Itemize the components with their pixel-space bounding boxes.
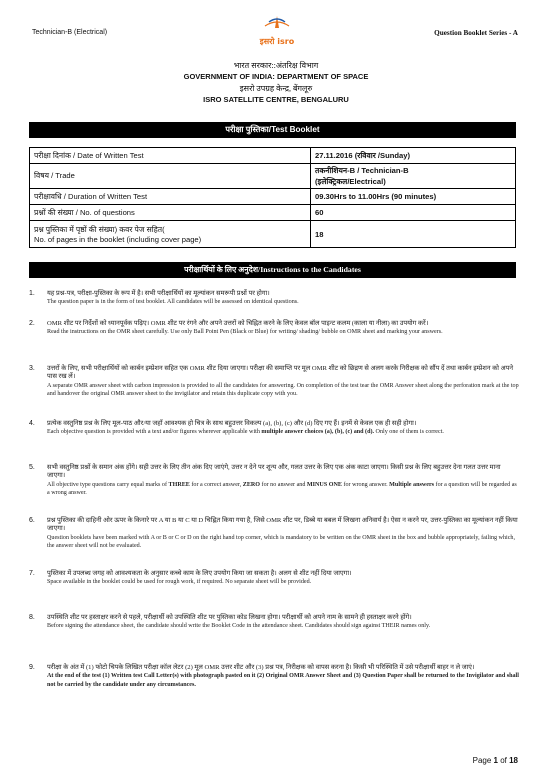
instruction-english <box>47 481 519 498</box>
page-prefix: Page <box>472 756 494 765</box>
instruction-number: 5. <box>29 464 35 471</box>
instruction-item <box>29 664 519 689</box>
instruction-english-text: for a question will be regarded as a wrong answer. <box>47 481 517 496</box>
instruction-english-text: All objective type questions carry equal marks of <box>47 481 169 488</box>
instruction-number: 1. <box>29 290 35 297</box>
instruction-english: Read the instructions on the OMR sheet carefully. Use only Ball Point Pen (Black or Blue) for writing/ shading/ bubble on OMR sheet and marking your answers. <box>47 329 443 336</box>
page-total: 18 <box>509 756 518 765</box>
instruction-number: 3. <box>29 365 35 372</box>
instruction-item <box>29 517 519 550</box>
instruction-item <box>29 420 519 437</box>
table-row <box>30 148 516 164</box>
instruction-english-bold: MINUS ONE <box>306 481 342 488</box>
instruction-english: A separate OMR answer sheet with carbon impression is provided to all the candidates for answering. On completion of the test tear the OMR Answer sheet along the perforation mark at the top and handover the original OMR answer sheet to the invigilator and retain this duplicate copy with you. <box>47 382 519 397</box>
isro-logo <box>255 14 299 50</box>
instruction-number: 8. <box>29 614 35 621</box>
instruction-english-bold: THREE <box>168 481 190 488</box>
duration-label: परीक्षावधि / Duration of Written Test <box>30 189 311 205</box>
instruction-number: 6. <box>29 517 35 524</box>
instruction-item <box>29 614 519 631</box>
hindi-centre-line: इसरो उपग्रह केन्द्र, बेंगलूरु <box>239 84 313 93</box>
questions-label: प्रश्नों की संख्या / No. of questions <box>30 205 311 221</box>
instruction-english-bold: At the end of the test (1) Written test Call Letter(s) with photograph pasted on it (2) Original OMR Answer Sheet and (3) Question Paper shall be returned to the Invigilator and shall not be carried by the candidate under any circumstances. <box>47 673 519 688</box>
date-label: परीक्षा दिनांक / Date of Written Test <box>30 148 311 164</box>
pages-label <box>30 221 311 248</box>
instruction-number: 2. <box>29 320 35 327</box>
instruction-hindi: यह प्रश्न-पत्र, परीक्षा-पुस्तिका के रूप में है। सभी परीक्षार्थियों का मूल्यांकन समरूपी प्रश्नों पर होगा। <box>47 290 270 297</box>
trade-value-line-1: तकनीशियन-B / Technician-B <box>315 166 409 175</box>
instruction-hindi: उत्तरों के लिए, सभी परीक्षार्थियों को कार्बन इम्प्रेशन सहित एक OMR शीट दिया जाएगा। परीक्षा की समाप्ति पर मूल OMR शीट को छिद्रण से अलग करके निरीक्षक को सौंप दें तथा कार्बन इम्प्रेशन को अपने पास रख लें। <box>47 365 514 381</box>
instruction-english: Before signing the attendance sheet, the candidate should write the Booklet Code in the attendance sheet. Candidates should sign against THEIR names only. <box>47 623 431 630</box>
pages-label-english: No. of pages in the booklet (including cover page) <box>34 234 202 244</box>
instruction-english-bold: ZERO <box>242 481 261 488</box>
duration-value: 09.30Hrs to 11.00Hrs (90 minutes) <box>311 189 516 205</box>
exam-info-table <box>29 147 516 248</box>
instruction-item <box>29 320 519 337</box>
centre-line: ISRO SATELLITE CENTRE, BENGALURU <box>203 95 349 104</box>
instruction-english <box>47 428 519 436</box>
instruction-english: The question paper is in the form of test booklet. All candidates will be assessed on identical questions. <box>47 299 299 306</box>
svg-text:इसरो isro: इसरो isro <box>259 37 295 46</box>
instruction-hindi: उपस्थिति शीट पर हस्ताक्षर करने से पहले, परीक्षार्थी को उपस्थिति शीट पर पुस्तिका कोड लिखना होगा। परीक्षार्थी को अपने नाम के सामने ही हस्ताक्षर करने होंगे। <box>47 614 412 621</box>
trade-label: विषय / Trade <box>30 164 311 189</box>
page-number <box>473 756 518 765</box>
instruction-english-bold: multiple answer choices (a), (b), (c) and (d). <box>261 429 375 436</box>
page-of: of <box>497 756 510 765</box>
instruction-hindi: सभी वस्तुनिष्ठ प्रश्नों के समान अंक होंगे। सही उत्तर के लिए तीन अंक दिए जाएंगे, उत्तर न देने पर शून्य और, गलत उत्तर के लिए एक अंक काटा जाएगा। किसी प्रश्न के लिए बहुउत्तर देना गलत उत्तर माना जाएगा। <box>47 464 501 480</box>
trade-value-line-2: (इलेक्ट्रिकल/Electrical) <box>315 177 386 186</box>
instruction-english-text: Only one of them is correct. <box>374 429 444 436</box>
pages-value: 18 <box>311 221 516 248</box>
questions-value: 60 <box>311 205 516 221</box>
instruction-item <box>29 365 519 398</box>
instruction-hindi: OMR शीट पर निर्देशों को ध्यानपूर्वक पढ़िए। OMR शीट पर रंगने और अपने उत्तरों को चिह्नित करने के लिए केवल बॉल पाइन्ट कलम (काला या नीला) का उपयोग करें। <box>47 320 429 327</box>
instructions-title-bar: परीक्षार्थियों के लिए अनुदेश/Instructions to the Candidates <box>29 262 516 278</box>
instruction-english-text: Each objective question is provided with a text and/or figures wherever applicable with <box>47 429 262 436</box>
header-series: Question Booklet Series - A <box>434 29 518 37</box>
instruction-hindi: परीक्षा के अंत में (1) फोटो चिपके लिखित परीक्षा कॉल लेटर (2) मूल OMR उत्तर शीट और (3) प्रश्न पत्र, निरीक्षक को वापस करना है। किसी भी परिस्थिति में उसे परीक्षार्थी बाहर न ले जाएं। <box>47 664 475 671</box>
instruction-item <box>29 290 519 307</box>
pages-label-hindi: प्रश्न पुस्तिका में पृष्ठों की संख्या) कवर पेज सहित( <box>34 224 165 234</box>
instruction-number: 9. <box>29 664 35 671</box>
instruction-number: 7. <box>29 570 35 577</box>
hindi-government-line: भारत सरकार::अंतरिक्ष विभाग <box>233 61 319 70</box>
instruction-item <box>29 464 519 497</box>
instruction-english: Question booklets have been marked with A or B or C or D on the right hand top corner, which is mandatory to be written on the OMR sheet in the box and bubble appropriately, failing which, the answer sheet will not be evaluated. <box>47 534 515 549</box>
instruction-hindi: प्रत्येक वस्तुनिष्ठ प्रश्न के लिए मूल-पाठ और/या जहाँ आवश्यक हो चित्र के साथ बहुउत्तर विकल्प (a), (b), (c) और (d) दिए गए हैं। इनमें से केवल एक ही सही होगा। <box>47 420 417 427</box>
header-trade: Technician-B (Electrical) <box>32 29 108 36</box>
instruction-english: Space available in the booklet could be used for rough work, if required. No separate sheet will be provided. <box>47 579 312 586</box>
instruction-hindi: प्रश्न पुस्तिका की दाहिनी ओर ऊपर के किनारे पर A या B या C या D चिह्नित किया गया है, जिसे OMR शीट पर, डिब्बे या बबल में लिखना अनिवार्य है। ऐसा न करने पर, उत्तर-पुस्तिका का मूल्यांकन नहीं किया जाएगा। <box>47 517 518 533</box>
instruction-hindi: पुस्तिका में उपलब्ध जगह को आवश्यकता के अनुसार कच्चे काम के लिए उपयोग किया जा सकता है। अलग से शीट नहीं दिया जाएगा। <box>47 570 352 577</box>
booklet-title-bar: परीक्षा पुस्तिका/Test Booklet <box>29 122 516 138</box>
table-row <box>30 205 516 221</box>
instruction-english-bold: Multiple answers <box>389 481 435 488</box>
instruction-english-text: for wrong answer. <box>341 481 390 488</box>
instruction-item <box>29 570 519 587</box>
trade-value <box>311 164 516 189</box>
government-line: GOVERNMENT OF INDIA: DEPARTMENT OF SPACE <box>183 72 369 81</box>
table-row <box>30 189 516 205</box>
instruction-number: 4. <box>29 420 35 427</box>
table-row <box>30 221 516 248</box>
instruction-english-text: for a correct answer, <box>189 481 243 488</box>
page-current: 1 <box>493 756 498 765</box>
date-value: 27.11.2016 (रविवार /Sunday) <box>311 148 516 164</box>
table-row <box>30 164 516 189</box>
instruction-english-text: for no answer and <box>260 481 307 488</box>
